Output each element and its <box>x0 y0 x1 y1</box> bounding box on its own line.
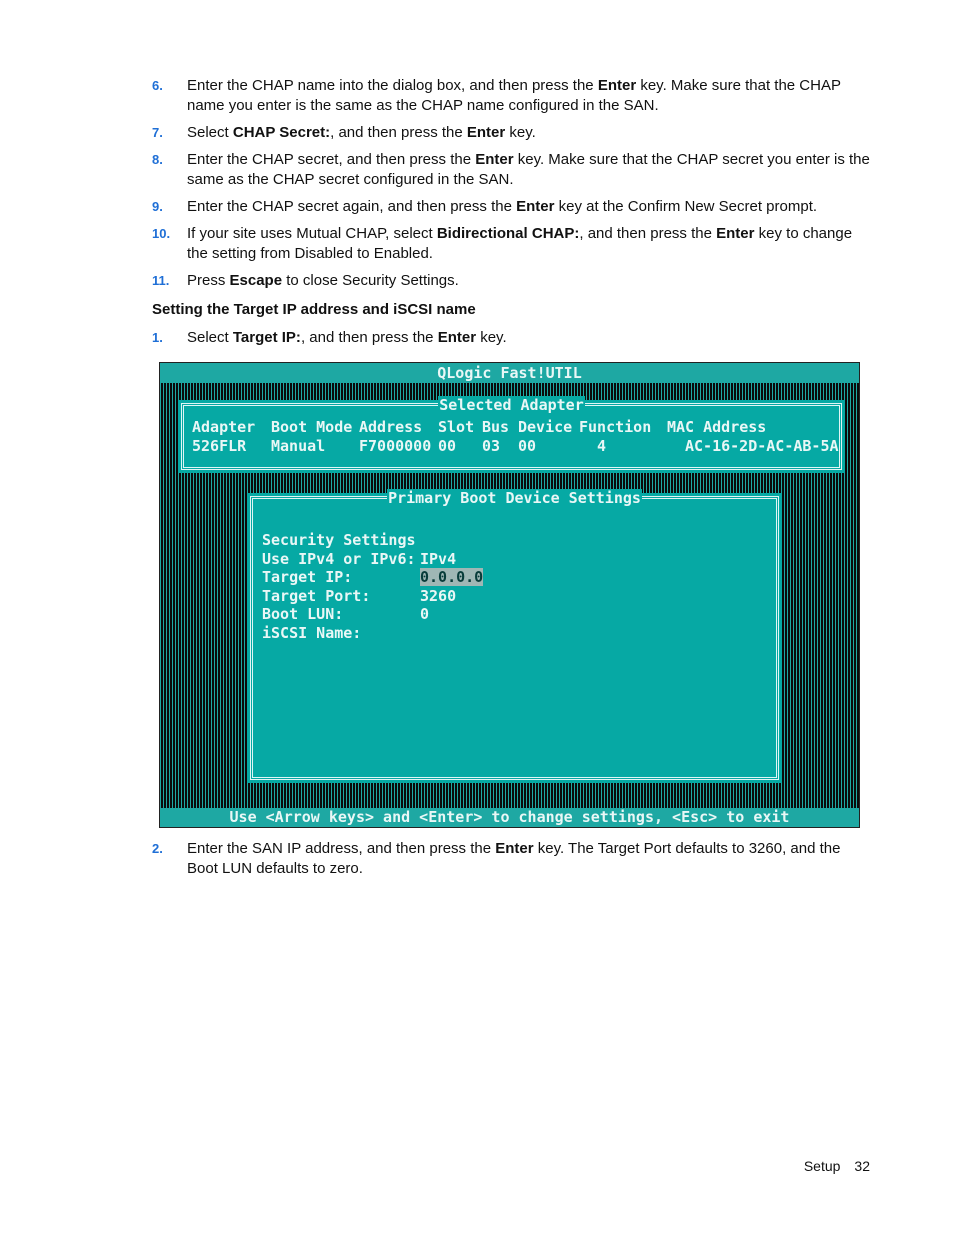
boot-lun-value[interactable]: 0 <box>420 605 430 623</box>
section-heading: Setting the Target IP address and iSCSI name <box>152 301 476 318</box>
value-adapter: 526FLR <box>192 437 247 455</box>
step-number: 11. <box>152 273 170 288</box>
step-text: If your site uses Mutual CHAP, select Bidirectional CHAP:, and then press the Enter key to change the setting from Disabled to Enabled. <box>187 225 853 262</box>
step-number: 9. <box>152 199 163 214</box>
security-settings-item[interactable]: Security Settings <box>262 531 416 549</box>
screen-title: QLogic Fast!UTIL <box>160 363 859 383</box>
step-number: 6. <box>152 78 163 93</box>
page-footer <box>804 1158 870 1174</box>
header-bus: Bus <box>482 418 510 436</box>
step-9 <box>152 197 872 217</box>
panel-title: Selected Adapter <box>439 396 584 414</box>
step-number: 10. <box>152 226 171 241</box>
step-number: 8. <box>152 152 163 167</box>
header-adapter: Adapter <box>192 418 256 436</box>
ip-version-label: Use IPv4 or IPv6: <box>262 550 416 568</box>
step-7 <box>152 123 872 143</box>
step-text: Enter the CHAP secret again, and then press the Enter key at the Confirm New Secret prompt. <box>187 198 818 215</box>
value-address: F7000000 <box>359 437 432 455</box>
step-number: 7. <box>152 125 163 140</box>
footer-section: Setup <box>803 1158 841 1174</box>
step-text: Enter the SAN IP address, and then press the Enter key. The Target Port defaults to 3260, and the Boot LUN defaults to zero. <box>187 840 841 877</box>
header-function: Function <box>579 418 652 436</box>
target-ip-label: Target IP: <box>262 568 353 586</box>
step-6 <box>152 76 872 116</box>
fastutil-screenshot <box>159 362 860 828</box>
step-number: 1. <box>152 330 163 345</box>
iscsi-name-label: iSCSI Name: <box>262 624 362 642</box>
header-device: Device <box>518 418 573 436</box>
boot-lun-label: Boot LUN: <box>262 605 344 623</box>
step-number: 2. <box>152 841 163 856</box>
page-number: 32 <box>854 1158 870 1174</box>
step-11 <box>152 271 872 291</box>
selected-adapter-panel <box>178 396 845 473</box>
target-port-label: Target Port: <box>262 587 371 605</box>
primary-boot-device-panel <box>247 489 782 783</box>
target-port-value[interactable]: 3260 <box>420 587 457 605</box>
target-ip-value[interactable]: 0.0.0.0 <box>420 568 484 586</box>
step-text: Select CHAP Secret:, and then press the Enter key. <box>187 124 536 141</box>
step-1 <box>152 328 872 348</box>
step-text: Press Escape to close Security Settings. <box>187 272 459 289</box>
step-text: Select Target IP:, and then press the Enter key. <box>187 329 507 346</box>
ip-version-value[interactable]: IPv4 <box>420 550 457 568</box>
step-8 <box>152 150 872 190</box>
step-text: Enter the CHAP name into the dialog box, and then press the Enter key. Make sure that the CHAP name you enter is the same as the CHAP name configured in the SAN. <box>187 77 841 114</box>
value-device: 00 <box>518 437 537 455</box>
value-slot: 00 <box>438 437 457 455</box>
header-slot: Slot <box>438 418 475 436</box>
header-boot-mode: Boot Mode <box>271 418 353 436</box>
header-mac-address: MAC Address <box>667 418 767 436</box>
value-boot-mode: Manual <box>271 437 326 455</box>
header-address: Address <box>359 418 423 436</box>
value-function: 4 <box>597 437 607 455</box>
value-bus: 03 <box>482 437 501 455</box>
status-line: Use <Arrow keys> and <Enter> to change settings, <Esc> to exit <box>160 808 859 827</box>
value-mac-address: AC-16-2D-AC-AB-5A <box>685 437 839 455</box>
step-10 <box>152 224 872 264</box>
step-2 <box>152 839 872 879</box>
step-text: Enter the CHAP secret, and then press the Enter key. Make sure that the CHAP secret you enter is the same as the CHAP secret configured in the SAN. <box>187 151 870 188</box>
panel-title: Primary Boot Device Settings <box>388 489 641 507</box>
